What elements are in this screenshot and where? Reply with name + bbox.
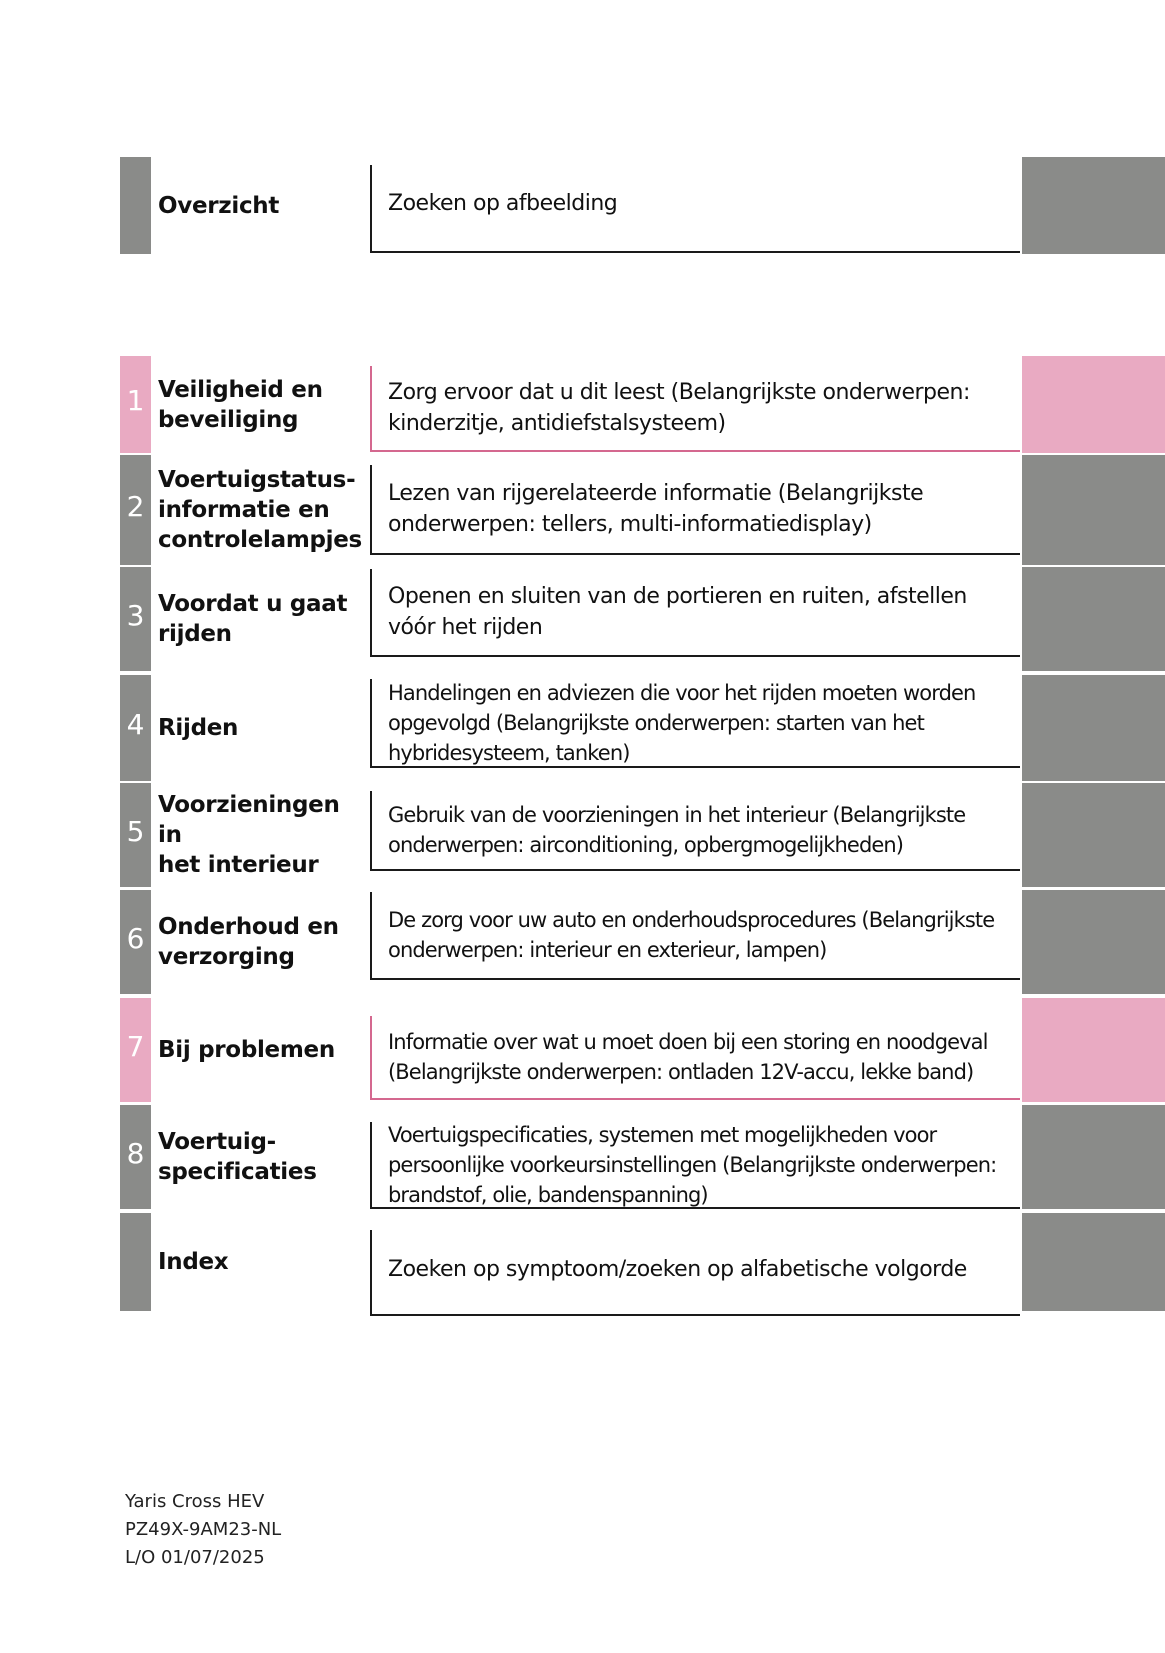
chapter-description: Zorg ervoor dat u dit leest (Belangrijkste onderwerpen: kinderzitje, antidiefstalsysteem) — [370, 366, 1020, 452]
toc-row-chapter-7[interactable] — [0, 998, 1165, 1102]
chapter-title[interactable]: Overzicht — [158, 192, 280, 219]
chapter-number-tab: 8 — [120, 1105, 151, 1209]
document-code: PZ49X-9AM23-NL — [125, 1519, 282, 1540]
chapter-number-tab: 6 — [120, 890, 151, 994]
chapter-title[interactable]: Voordat u gaat rijden — [158, 591, 348, 647]
chapter-side-tab[interactable] — [1022, 157, 1165, 254]
chapter-description: Informatie over wat u moet doen bij een storing en noodgeval (Belangrijkste onderwerpen: ontladen 12V-accu, lekke band) — [370, 1016, 1020, 1100]
chapter-number-tab: 7 — [120, 998, 151, 1102]
layout-date: L/O 01/07/2025 — [125, 1547, 265, 1568]
toc-row-chapter-8[interactable] — [0, 1105, 1165, 1209]
chapter-title[interactable]: Onderhoud en verzorging — [158, 914, 339, 970]
chapter-description: Gebruik van de voorzieningen in het interieur (Belangrijkste onderwerpen: airconditioning, opbergmogelijkheden) — [370, 791, 1020, 871]
chapter-side-tab[interactable] — [1022, 783, 1165, 887]
toc-row-chapter-2[interactable] — [0, 455, 1165, 565]
chapter-number-tab: 5 — [120, 783, 151, 887]
chapter-side-tab[interactable] — [1022, 675, 1165, 781]
toc-row-chapter-5[interactable] — [0, 783, 1165, 887]
chapter-title[interactable]: Voertuig- specificaties — [158, 1129, 317, 1185]
chapter-description: Handelingen en adviezen die voor het rijden moeten worden opgevolgd (Belangrijkste onderwerpen: starten van het hybridesysteem, tanken) — [370, 679, 1020, 768]
chapter-side-tab[interactable] — [1022, 998, 1165, 1102]
chapter-title[interactable]: Veiligheid en beveiliging — [158, 376, 323, 433]
chapter-title[interactable]: Rijden — [158, 715, 239, 741]
toc-row-index[interactable] — [0, 1213, 1165, 1311]
chapter-description: Lezen van rijgerelateerde informatie (Belangrijkste onderwerpen: tellers, multi-informatiedisplay) — [370, 465, 1020, 555]
chapter-title[interactable]: Bij problemen — [158, 1037, 335, 1063]
chapter-side-tab[interactable] — [1022, 567, 1165, 671]
chapter-title[interactable]: Index — [158, 1249, 229, 1275]
chapter-description: Zoeken op afbeelding — [370, 165, 1020, 253]
chapter-number-tab: 3 — [120, 567, 151, 671]
chapter-number-tab: 2 — [120, 455, 151, 565]
chapter-number-tab — [120, 157, 151, 254]
toc-row-chapter-6[interactable] — [0, 890, 1165, 994]
chapter-title[interactable]: Voertuigstatus- informatie en controlelampjes — [158, 467, 362, 553]
chapter-description: Zoeken op symptoom/zoeken op alfabetische volgorde — [370, 1230, 1020, 1316]
chapter-side-tab[interactable] — [1022, 455, 1165, 565]
toc-row-chapter-4[interactable] — [0, 675, 1165, 781]
chapter-number-tab — [120, 1213, 151, 1311]
model-name: Yaris Cross HEV — [125, 1491, 265, 1512]
chapter-number-tab: 4 — [120, 675, 151, 781]
chapter-description: De zorg voor uw auto en onderhoudsprocedures (Belangrijkste onderwerpen: interieur en exterieur, lampen) — [370, 892, 1020, 980]
toc-row-chapter-1[interactable] — [0, 356, 1165, 453]
chapter-description: Openen en sluiten van de portieren en ruiten, afstellen vóór het rijden — [370, 569, 1020, 657]
document-footer — [125, 1488, 281, 1572]
chapter-number-tab: 1 — [120, 356, 151, 453]
toc-row-overzicht[interactable] — [0, 157, 1165, 254]
chapter-side-tab[interactable] — [1022, 890, 1165, 994]
chapter-side-tab[interactable] — [1022, 1105, 1165, 1209]
chapter-title[interactable]: Voorzieningen in het interieur — [158, 792, 340, 878]
chapter-side-tab[interactable] — [1022, 1213, 1165, 1311]
toc-row-chapter-3[interactable] — [0, 567, 1165, 671]
chapter-side-tab[interactable] — [1022, 356, 1165, 453]
chapter-description: Voertuigspecificaties, systemen met mogelijkheden voor persoonlijke voorkeursinstellingen (Belangrijkste onderwerpen: brandstof, olie, bandenspanning) — [370, 1122, 1020, 1209]
